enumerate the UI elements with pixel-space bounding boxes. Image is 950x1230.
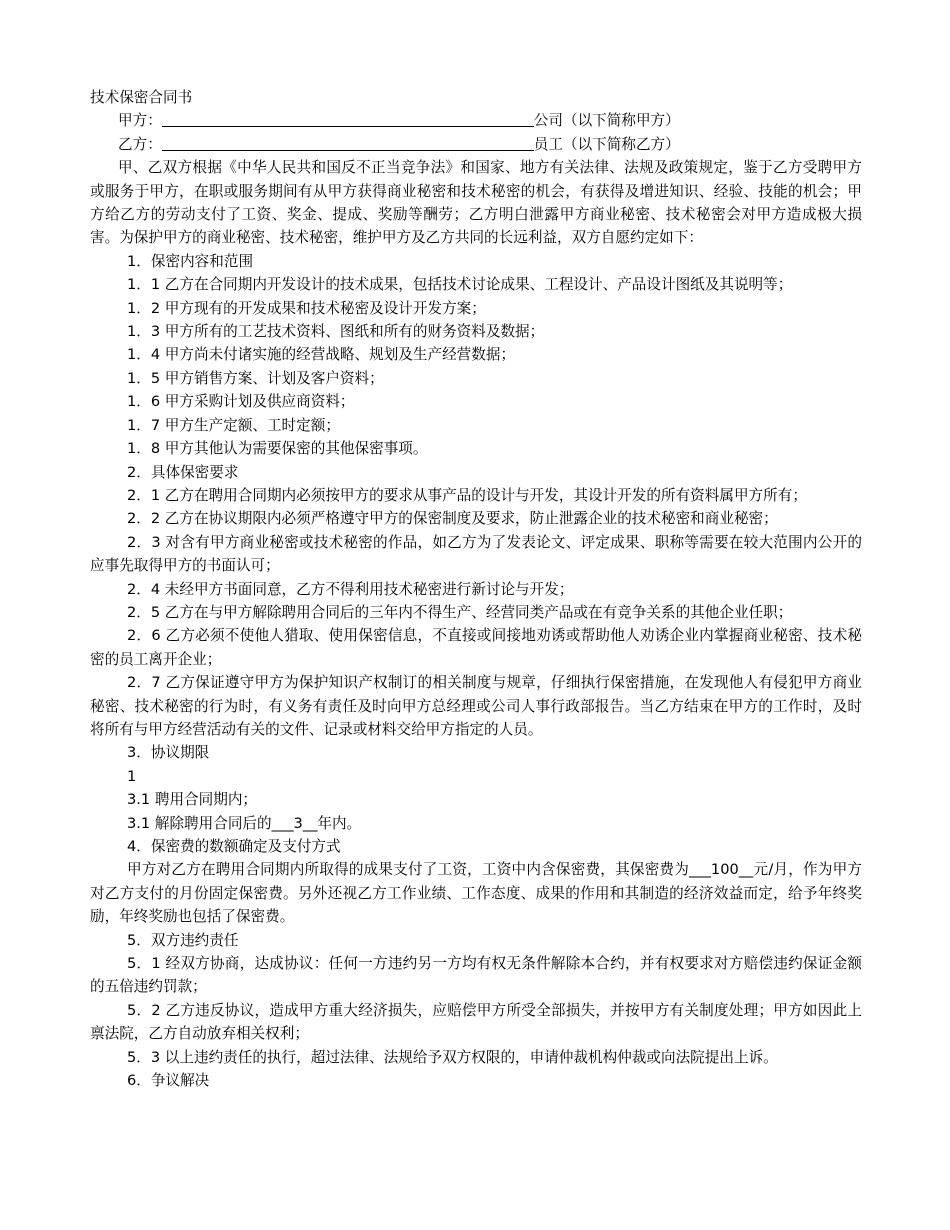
party-a-suffix: 公司（以下简称甲方） xyxy=(533,112,680,130)
clause-5-3: 5．3 以上违约责任的执行，超过法律、法规给予双方权限的，申请仲裁机构仲裁或向法院提出上诉。 xyxy=(127,1048,778,1066)
document-title: 技术保密合同书 xyxy=(90,89,193,106)
party-a-label: 甲方： xyxy=(118,112,162,130)
clause-5-2: 5．2 乙方违反协议，造成甲方重大经济损失，应赔偿甲方所受全部损失，并按甲方有关制度处理；甲方如因此上禀法院，乙方自动放弃相关权利； xyxy=(90,1001,862,1043)
section-3-stray-number: 1 xyxy=(127,767,137,785)
clause-1-7: 1．7 甲方生产定额、工时定额； xyxy=(127,416,340,434)
contract-document xyxy=(90,86,862,1092)
section-5-heading: 5．双方违约责任 xyxy=(127,931,239,949)
party-a-blank xyxy=(162,110,534,127)
clause-2-2: 2．2 乙方在协议期限内必须严格遵守甲方的保密制度及要求，防止泄露企业的技术秘密和商业秘密； xyxy=(127,510,778,528)
clause-2-4: 2．4 未经甲方书面同意，乙方不得利用技术秘密进行新讨论与开发； xyxy=(127,580,574,598)
section-4-heading: 4．保密费的数额确定及支付方式 xyxy=(127,838,341,855)
section-4-body: 甲方对乙方在聘用合同期内所取得的成果支付了工资，工资中内含保密费，其保密费为___100__元/月，作为甲方对乙方支付的月份固定保密费。另外还视乙方工作业绩、工作态度、成果的作用和其制造的经济效益而定，给予年终奖励，年终奖励也包括了保密费。 xyxy=(90,861,862,926)
clause-2-7: 2．7 乙方保证遵守甲方为保护知识产权制订的相关制度与规章，仔细执行保密措施，在发现他人有侵犯甲方商业秘密、技术秘密的行为时，有义务有责任及时向甲方总经理或公司人事行政部报告。当乙方结束在甲方的工作时，及时将所有与甲方经营活动有关的文件、记录或材料交给甲方指定的人员。 xyxy=(90,674,862,738)
clause-2-6: 2．6 乙方必须不使他人猎取、使用保密信息，不直接或间接地劝诱或帮助他人劝诱企业内掌握商业秘密、技术秘密的员工离开企业； xyxy=(90,627,862,668)
section-6-heading: 6．争议解决 xyxy=(127,1072,210,1090)
section-3-heading: 3．协议期限 xyxy=(127,744,210,762)
clause-1-8: 1．8 甲方其他认为需要保密的其他保密事项。 xyxy=(127,440,428,458)
section-2-heading: 2．具体保密要求 xyxy=(127,463,239,481)
clause-1-4: 1．4 甲方尚未付诸实施的经营战略、规划及生产经营数据； xyxy=(127,346,516,364)
clause-2-5: 2．5 乙方在与甲方解除聘用合同后的三年内不得生产、经营同类产品或在有竞争关系的其他企业任职； xyxy=(127,603,793,621)
party-b-label: 乙方： xyxy=(118,135,162,153)
clause-1-3: 1．3 甲方所有的工艺技术资料、图纸和所有的财务资料及数据； xyxy=(127,323,545,341)
section-1-heading: 1．保密内容和范围 xyxy=(127,252,254,270)
party-a-line xyxy=(90,109,862,132)
clause-1-6: 1．6 甲方采购计划及供应商资料； xyxy=(127,393,355,411)
clause-3-2: 3.1 解除聘用合同后的___3__年内。 xyxy=(127,814,362,832)
party-b-blank xyxy=(162,134,534,151)
clause-2-3: 2．3 对含有甲方商业秘密或技术秘密的作品，如乙方为了发表论文、评定成果、职称等需要在较大范围内公开的应事先取得甲方的书面认可； xyxy=(90,533,862,575)
clause-5-1: 5．1 经双方协商，达成协议：任何一方违约另一方均有权无条件解除本合约，并有权要求对方赔偿违约保证金额的五倍违约罚款； xyxy=(90,955,862,996)
clause-2-1: 2．1 乙方在聘用合同期内必须按甲方的要求从事产品的设计与开发，其设计开发的所有资料属甲方所有； xyxy=(127,486,807,504)
clause-3-1: 3.1 聘用合同期内； xyxy=(127,791,258,809)
clause-1-5: 1．5 甲方销售方案、计划及客户资料； xyxy=(127,369,384,387)
party-b-line xyxy=(90,133,862,156)
clause-1-2: 1．2 甲方现有的开发成果和技术秘密及设计开发方案； xyxy=(127,299,486,317)
clause-1-1: 1．1 乙方在合同期内开发设计的技术成果，包括技术讨论成果、工程设计、产品设计图纸及其说明等； xyxy=(127,276,793,294)
party-b-suffix: 员工（以下简称乙方） xyxy=(533,135,680,153)
preamble-paragraph: 甲、乙双方根据《中华人民共和国反不正当竞争法》和国家、地方有关法律、法规及政策规定，鉴于乙方受聘甲方或服务于甲方，在职或服务期间有从甲方获得商业秘密和技术秘密的机会，有获得及增进知识、经验、技能的机会；甲方给乙方的劳动支付了工资、奖金、提成、奖励等酬劳；乙方明白泄露甲方商业秘密、技术秘密会对甲方造成极大损害。为保护甲方的商业秘密、技术秘密，维护甲方及乙方共同的长远利益，双方自愿约定如下： xyxy=(90,159,862,247)
